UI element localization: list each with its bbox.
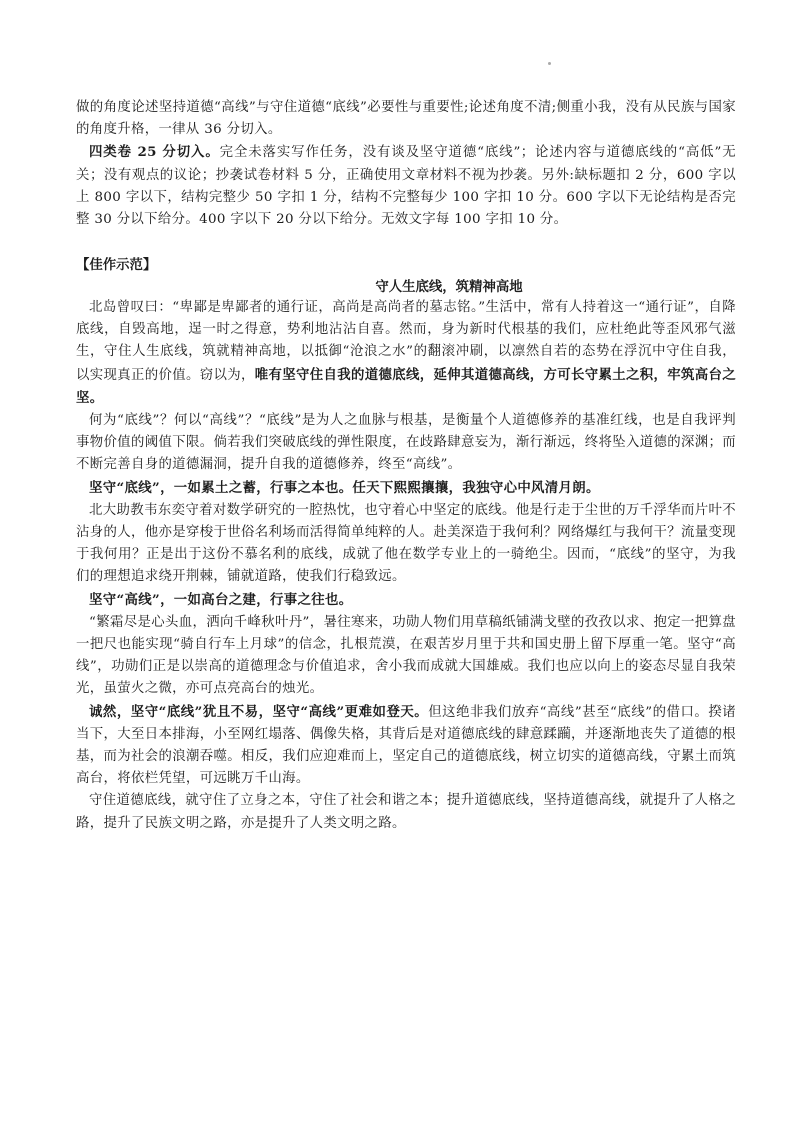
essay-paragraph-5 xyxy=(76,589,736,612)
essay-paragraph-3 xyxy=(76,477,736,500)
essay-title xyxy=(76,276,736,295)
grading-criteria xyxy=(76,97,736,231)
essay-paragraph-1 xyxy=(76,297,736,410)
essay-thesis: 唯有坚守住自我的道德底线，延伸其道德高线，方可长守累土之积，牢筑高台之坚。 xyxy=(76,366,736,406)
essay-subthesis-2: 坚守“高线”，一如高台之建，行事之往也。 xyxy=(89,591,353,608)
essay-conclusion: 守住道德底线，就守住了立身之本，守住了社会和谐之本；提升道德底线，坚持道德高线，就提升了人格之路，提升了民族文明之路，亦是提升了人类文明之路。 xyxy=(76,793,736,831)
essay-title-text: 守人生底线，筑精神高地 xyxy=(375,279,523,295)
essay-paragraph-1-text: 北岛曾叹曰：“卑鄙是卑鄙者的通行证，高尚是高尚者的墓志铭。”生活中，常有人持着这一“通行证”，自降底线，自毁高地，逞一时之得意，势利地沾沾自喜。然而，身为新时代根基的我们，应杜绝此等歪风邪气滋生，守住人生底线，筑就精神高地，以抵御“沧浪之水”的翻滚冲刷，以凛然自若的态势在浮沉中守住自我，以实现真正的价值。窃以为， xyxy=(76,300,736,383)
essay-subthesis-1: 坚守“底线”，一如累土之蓄，行事之本也。任天下熙熙攘攘，我独守心中风清月朗。 xyxy=(89,479,600,496)
essay-paragraph-7-text: 但这绝非我们放弃“高线”甚至“底线”的借口。揆诸当下，大至日本排海，小至网红塌落、偶像失格，其背后是对道德底线的肆意蹂躏，并逐渐地丧失了道德的根基，而为社会的浪潮吞噬。相反，我们应迎难而上，坚定自己的道德底线，树立切实的道德高线，守累土而筑高台，将依栏凭望，可远眺万千山海。 xyxy=(76,704,736,787)
essay-paragraph-7 xyxy=(76,701,736,791)
essay-body xyxy=(76,297,736,835)
essay-paragraph-4: 北大助教韦东奕守着对数学研究的一腔热忱，也守着心中坚定的底线。他是行走于尘世的万千浮华而片叶不沾身的人，他亦是穿梭于世俗名利场而活得简单纯粹的人。赴美深造于我何利？网络爆红与我何干？流量变现于我何用？正是出于这份不慕名利的底线，成就了他在数学专业上的一骑绝尘。因而，“底线”的坚守，为我们的理想追求绕开荆棘，铺就道路，使我们行稳致远。 xyxy=(76,502,736,585)
scan-speck xyxy=(548,62,551,65)
grading-level-4-label: 四类卷 25 分切入。 xyxy=(89,144,220,161)
grading-paragraph-2 xyxy=(76,141,736,231)
grading-paragraph-1: 做的角度论述坚持道德“高线”与守住道德“底线”必要性与重要性;论述角度不清;侧重小我，没有从民族与国家的角度升格，一律从 36 分切入。 xyxy=(76,100,736,138)
section-heading: 【佳作示范】 xyxy=(76,257,157,273)
essay-paragraph-2: 何为“底线”？何以“高线”？“底线”是为人之血脉与根基，是衡量个人道德修养的基准红线，也是自我评判事物价值的阈值下限。倘若我们突破底线的弹性限度，在歧路肆意妄为，渐行渐远，终将坠入道德的深渊；而不断完善自身的道德漏洞，提升自我的道德修养，终至“高线”。 xyxy=(76,413,736,473)
essay-subthesis-3: 诚然，坚守“底线”犹且不易，坚守“高线”更难如登天。 xyxy=(89,703,429,720)
essay-paragraph-6: “繁霜尽是心头血，洒向千峰秋叶丹”，暑往寒来，功勋人物们用草稿纸铺满戈壁的孜孜以求、抱定一把算盘一把尺也能实现“骑自行车上月球”的信念，扎根荒漠，在艰苦岁月里于共和国史册上留下厚重一笔。坚守“高线”，功勋们正是以崇高的道德理念与价值追求，舍小我而成就大国雄威。我们也应以向上的姿态尽显自我荣光，虽萤火之微，亦可点亮高台的烛光。 xyxy=(76,614,736,697)
grading-level-4-text: 完全未落实写作任务，没有谈及坚守道德“底线”；论述内容与道德底线的“高低”无关；没有观点的议论；抄袭试卷材料 5 分，正确使用文章材料不视为抄袭。另外:缺标题扣 2 分，600 字以上 800 字以下，结构完整少 50 字扣 1 分，结构不完整每少 100 字扣 10 分。600 字以下无论结构是否完整 30 分以下给分。400 字以下 20 分以下给分。无效文字每 100 字扣 10 分。 xyxy=(76,145,736,228)
